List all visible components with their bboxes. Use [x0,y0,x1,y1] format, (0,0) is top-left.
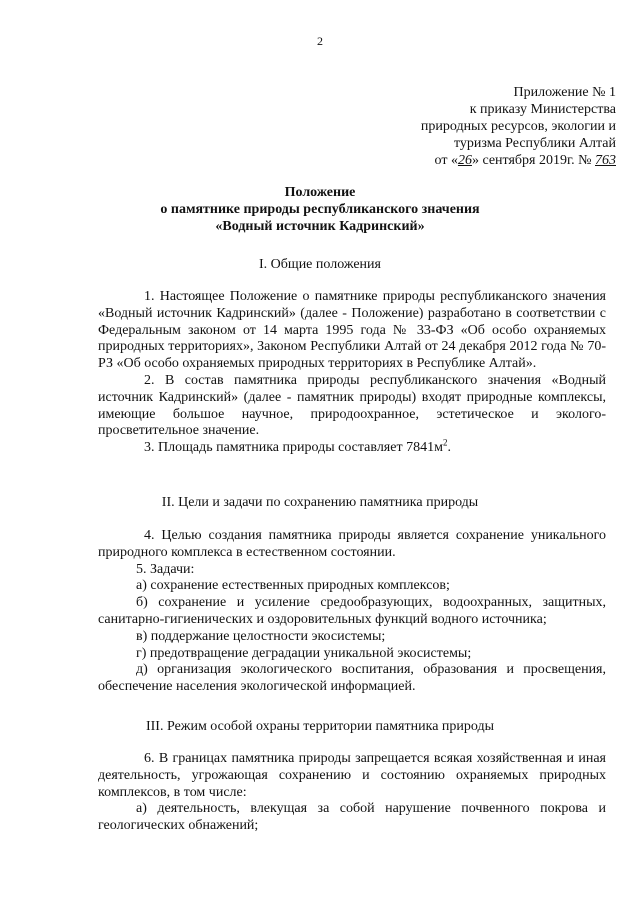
section-heading: III. Режим особой охраны территории памятника природы [145,719,495,734]
appendix-date-line [356,152,616,169]
list-item: а) деятельность, влекущая за собой нарушение почвенного покрова и геологических обнажений; [98,801,606,834]
paragraph: 6. В границах памятника природы запрещается всякая хозяйственная и иная деятельность, угрожающая сохранению и состоянию охраняемых природных комплексов, в том числе: [98,751,606,800]
section-heading: II. Цели и задачи по сохранению памятника природы [161,495,479,510]
paragraph: 2. В состав памятника природы республиканского значения «Водный источник Кадринский» (далее - памятник природы) входят природные комплексы, имеющие большое научное, природоохранное, эстетическое и эколого-просветительное значение. [98,372,606,439]
handwritten-day: 26 [457,153,472,168]
appendix-line: Приложение № 1 [513,85,616,100]
superscript: 2 [442,437,448,448]
section2-body [98,528,606,696]
paragraph [98,437,606,457]
section1-body [98,289,606,457]
title-line: Положение [284,185,356,200]
paragraph-end: . [447,440,451,456]
title-line: о памятнике природы республиканского значения [160,202,480,217]
list-item: д) организация экологического воспитания, образования и просвещения, обеспечение населения экологической информацией. [98,662,606,695]
section-heading: I. Общие положения [259,257,381,272]
list-item: г) предотвращение деградации уникальной экосистемы; [136,645,472,661]
page-number: 2 [317,34,323,48]
list-item: б) сохранение и усиление средообразующих, водоохранных, защитных, санитарно-гигиенических и оздоровительных функций водного источника; [98,595,606,627]
paragraph-text: 3. Площадь памятника природы составляет 7841м [144,440,443,456]
list-item: в) поддержание целостности экосистемы; [136,628,386,644]
paragraph: 4. Целью создания памятника природы является сохранение уникального природного комплекса в естественном состоянии. [98,528,606,560]
appendix-line: природных ресурсов, экологии и [420,119,616,134]
appendix-line: к приказу Министерства [469,102,616,117]
document-title [0,184,640,235]
list-item: а) сохранение естественных природных комплексов; [136,578,450,594]
title-line: «Водный источник Кадринский» [215,219,425,234]
appendix-line: туризма Республики Алтай [453,136,616,151]
handwritten-number: 763 [595,153,616,168]
paragraph: 1. Настоящее Положение о памятнике природы республиканского значения «Водный источник Кадринский» (далее - Положение) разработано в соответствии с Федеральным законом от 14 марта 1995 года № 33-ФЗ «Об особо охраняемых природных территориях», Законом Республики Алтай от 24 декабря 2012 года № 70-РЗ «Об особо охраняемых природных территориях в Республике Алтай». [98,289,606,372]
date-mid: » сентября 2019г. № [471,153,595,168]
date-prefix: от « [434,153,458,168]
paragraph: 5. Задачи: [136,561,195,577]
section3-body [98,751,606,835]
appendix-block [356,84,616,169]
